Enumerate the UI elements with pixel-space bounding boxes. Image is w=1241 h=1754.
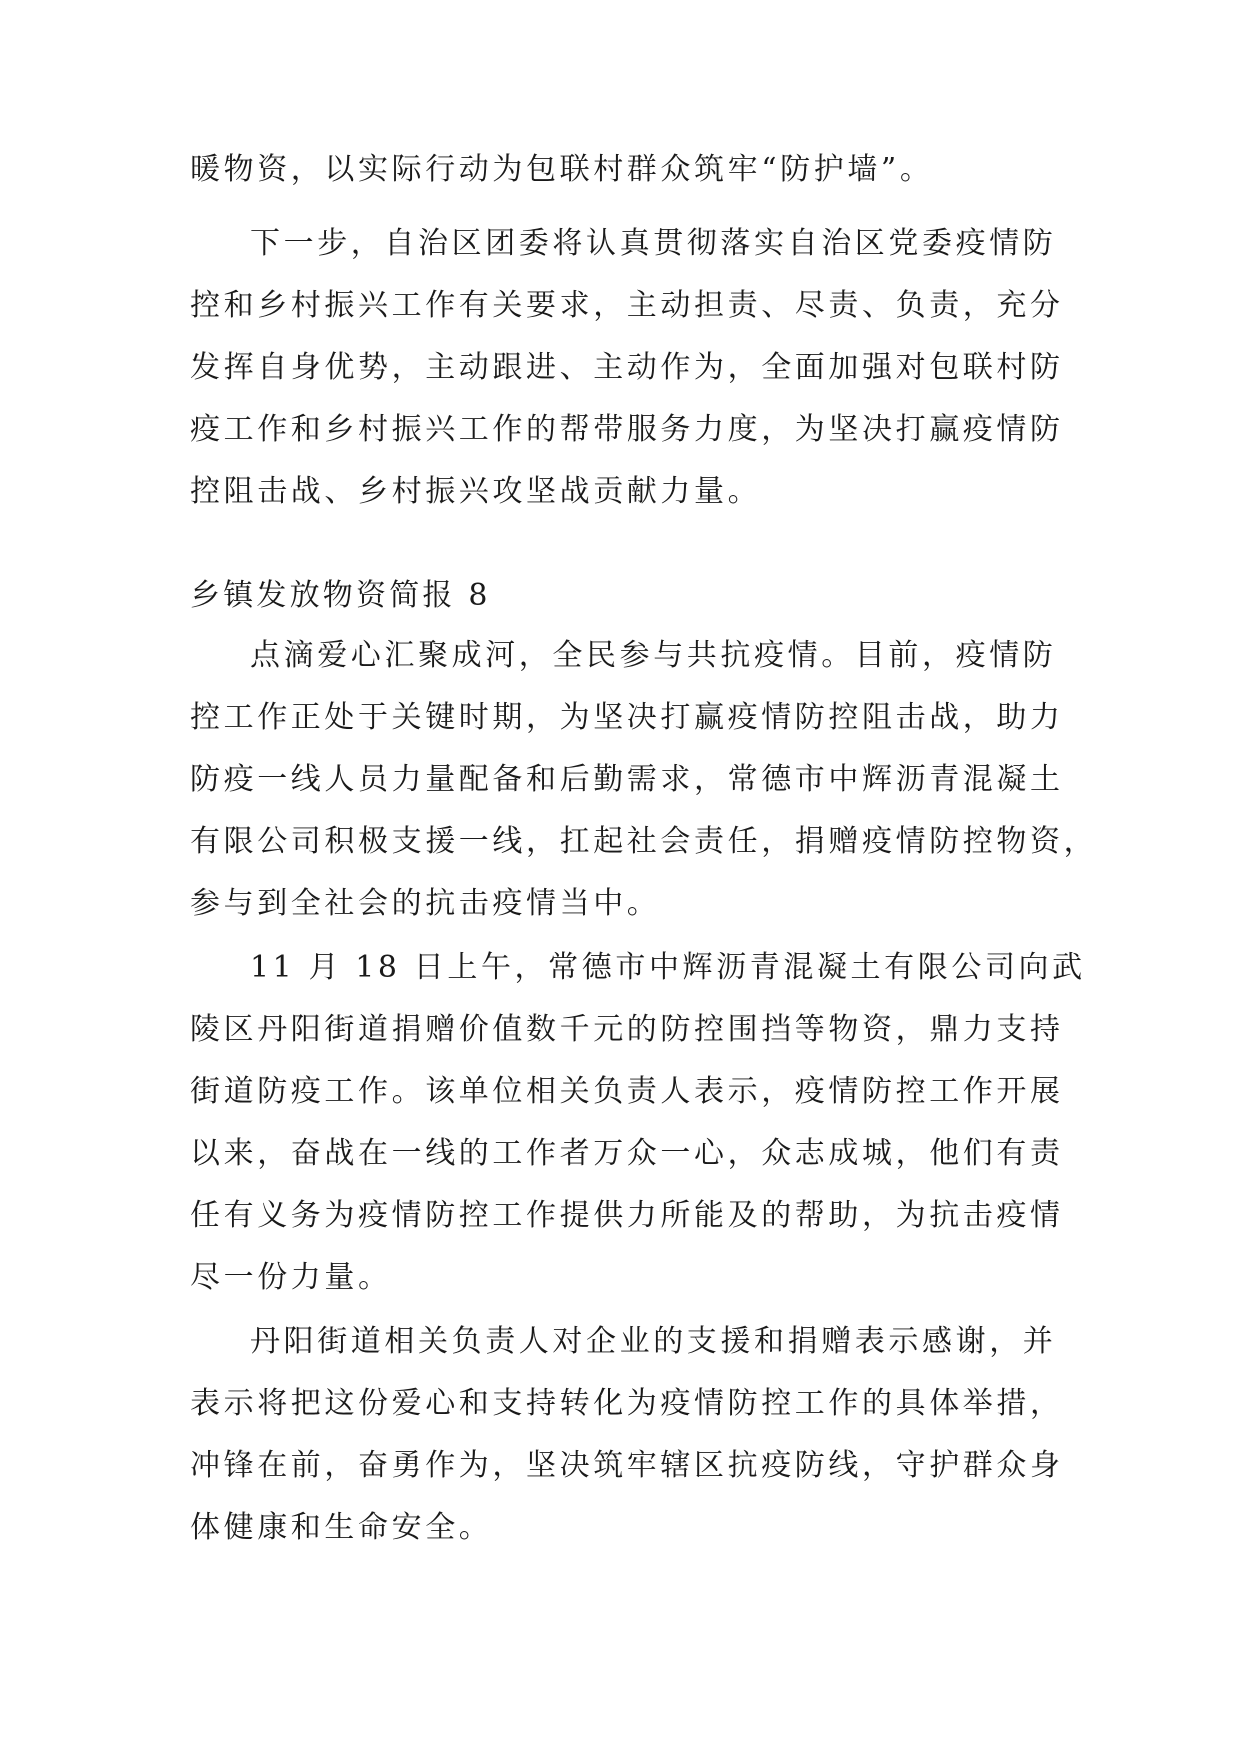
paragraph-first-line: 11 月 18 日上午，常德市中辉沥青混凝土有限公司向武 bbox=[250, 950, 1086, 985]
text-line: 防疫一线人员力量配备和后勤需求，常德市中辉沥青混凝土 bbox=[190, 762, 1064, 797]
text-line: 疫工作和乡村振兴工作的帮带服务力度，为坚决打赢疫情防 bbox=[190, 412, 1064, 447]
text-line: 冲锋在前，奋勇作为，坚决筑牢辖区抗疫防线，守护群众身 bbox=[190, 1448, 1064, 1483]
paragraph-first-line: 点滴爱心汇聚成河，全民参与共抗疫情。目前，疫情防 bbox=[250, 638, 1057, 673]
text-line: 尽一份力量。 bbox=[190, 1260, 392, 1295]
text-line: 以来，奋战在一线的工作者万众一心，众志成城，他们有责 bbox=[190, 1136, 1064, 1171]
text-line: 参与到全社会的抗击疫情当中。 bbox=[190, 886, 661, 921]
section-title: 乡镇发放物资简报 8 bbox=[190, 578, 491, 613]
text-line: 控工作正处于关键时期，为坚决打赢疫情防控阻击战，助力 bbox=[190, 700, 1064, 735]
text-line: 体健康和生命安全。 bbox=[190, 1510, 493, 1545]
text-line: 陵区丹阳街道捐赠价值数千元的防控围挡等物资，鼎力支持 bbox=[190, 1012, 1064, 1047]
text-line: 任有义务为疫情防控工作提供力所能及的帮助，为抗击疫情 bbox=[190, 1198, 1064, 1233]
text-line: 控阻击战、乡村振兴攻坚战贡献力量。 bbox=[190, 474, 762, 509]
text-line: 发挥自身优势，主动跟进、主动作为，全面加强对包联村防 bbox=[190, 350, 1064, 385]
text-line: 暖物资，以实际行动为包联村群众筑牢“防护墙”。 bbox=[190, 152, 934, 187]
text-line: 街道防疫工作。该单位相关负责人表示，疫情防控工作开展 bbox=[190, 1074, 1064, 1109]
text-line: 有限公司积极支援一线，扛起社会责任，捐赠疫情防控物资， bbox=[190, 824, 1098, 859]
text-line: 控和乡村振兴工作有关要求，主动担责、尽责、负责，充分 bbox=[190, 288, 1064, 323]
paragraph-first-line: 丹阳街道相关负责人对企业的支援和捐赠表示感谢，并 bbox=[250, 1324, 1057, 1359]
text-line: 表示将把这份爱心和支持转化为疫情防控工作的具体举措， bbox=[190, 1386, 1064, 1421]
paragraph-first-line: 下一步，自治区团委将认真贯彻落实自治区党委疫情防 bbox=[250, 226, 1057, 261]
